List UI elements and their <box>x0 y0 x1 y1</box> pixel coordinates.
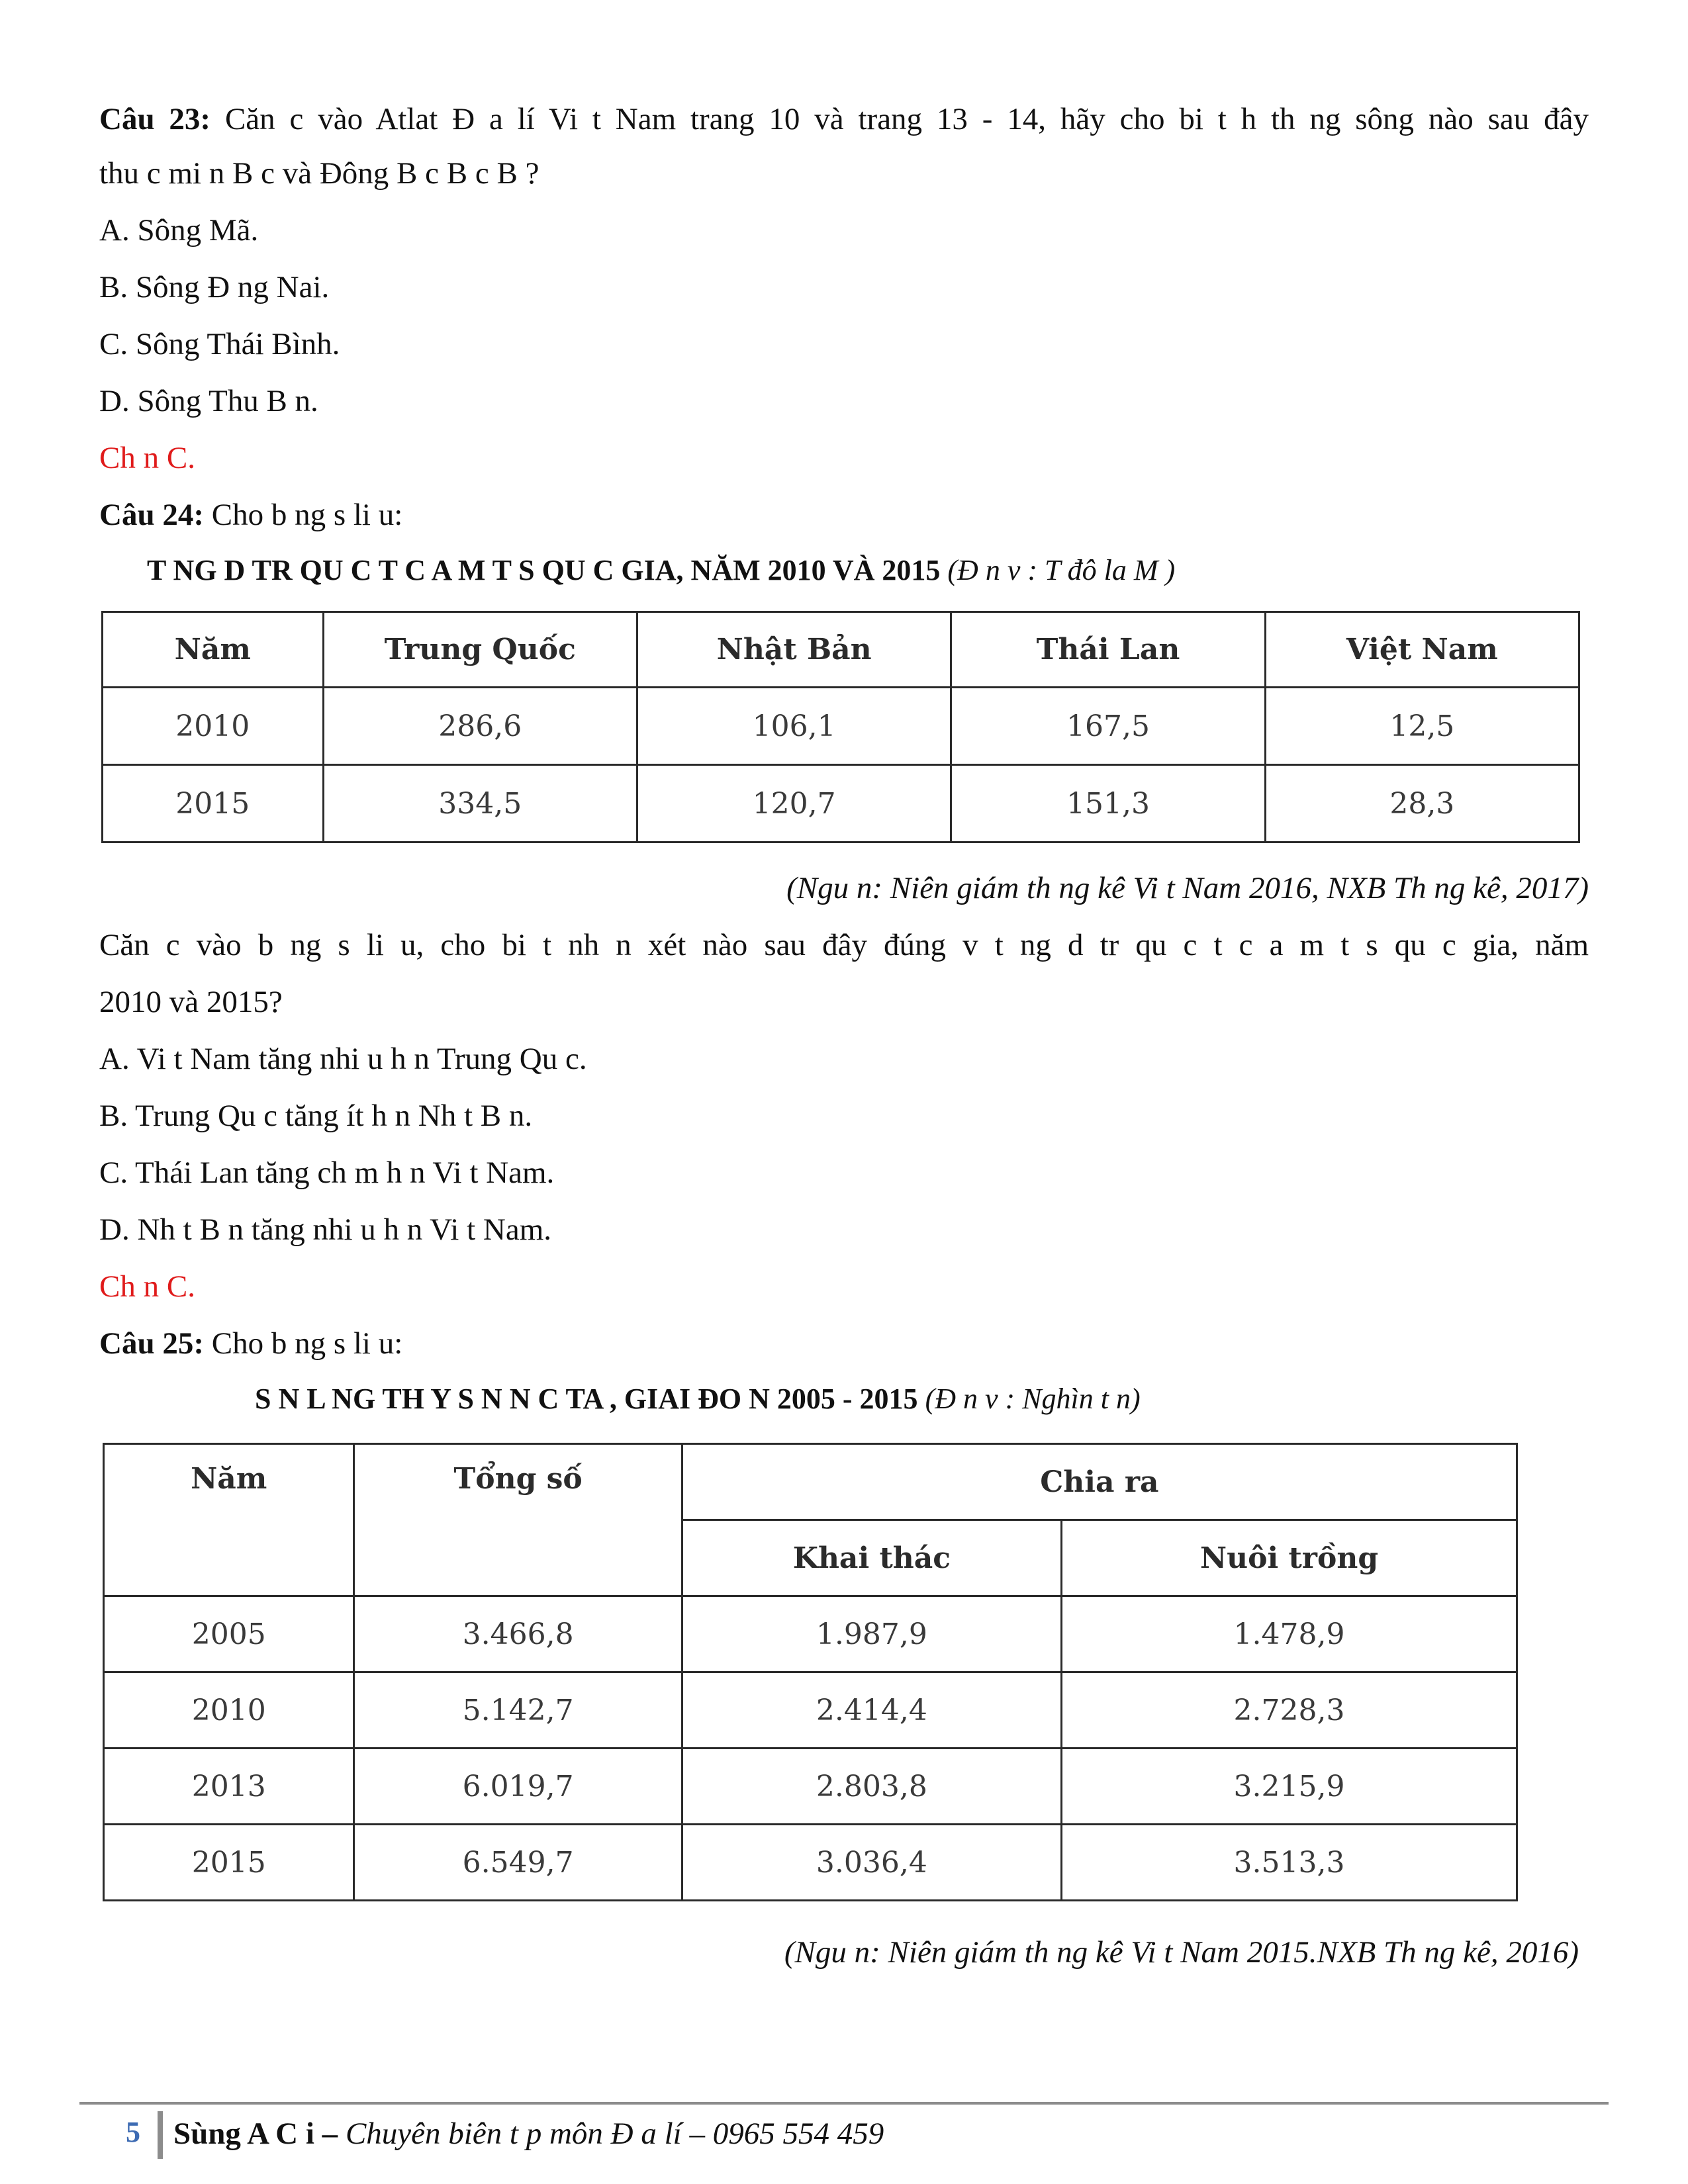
q24-option-a: A. Vi t Nam tăng nhi u h n Trung Qu c. <box>99 1042 587 1076</box>
table-row <box>104 1749 1517 1825</box>
q24-option-c: C. Thái Lan tăng ch m h n Vi t Nam. <box>99 1156 555 1190</box>
footer-separator <box>158 2111 163 2159</box>
footer-subtitle: Chuyên biên t p môn Đ a lí – 0965 554 459 <box>345 2116 884 2151</box>
table-cell: 2005 <box>104 1596 354 1672</box>
table-cell: 3.513,3 <box>1062 1825 1517 1901</box>
q23-option-a: A. Sông Mã. <box>99 213 259 248</box>
q24-label: Câu 24: <box>99 498 204 532</box>
table-cell: 106,1 <box>637 688 951 765</box>
table-cell: 3.215,9 <box>1062 1749 1517 1825</box>
q23-text-1: Căn c vào Atlat Đ a lí Vi t Nam trang 10 và trang 13 - 14, hãy cho bi t h th ng sông nào sau đây <box>224 102 1589 136</box>
q23-option-d: D. Sông Thu B n. <box>99 384 318 418</box>
q24-table-title <box>147 551 1175 590</box>
q23-answer: Ch n C. <box>99 441 195 475</box>
q24-header-china: Trung Quốc <box>323 612 637 688</box>
table-cell: 2010 <box>103 688 324 765</box>
q24-header-year: Năm <box>103 612 324 688</box>
table-cell: 3.466,8 <box>354 1596 682 1672</box>
q25-header-year: Năm <box>104 1444 354 1596</box>
q25-table <box>103 1443 1518 1901</box>
q24-intro: Cho b ng s li u: <box>211 498 403 532</box>
footer-author: Sùng A C i – <box>173 2116 338 2151</box>
q24-option-d: D. Nh t B n tăng nhi u h n Vi t Nam. <box>99 1212 552 1247</box>
q25-header-split: Chia ra <box>682 1444 1517 1520</box>
table-cell: 6.549,7 <box>354 1825 682 1901</box>
q24-question-1: Căn c vào b ng s li u, cho bi t nh n xét nào sau đây đúng v t ng d tr qu c t c a m t s qu c gia, năm <box>99 928 1589 962</box>
q24-question-2: 2010 và 2015? <box>99 985 283 1019</box>
table-cell: 286,6 <box>323 688 637 765</box>
q24-header-japan: Nhật Bản <box>637 612 951 688</box>
q24-header-row <box>103 612 1579 688</box>
q25-label: Câu 25: <box>99 1326 204 1361</box>
q25-header-exploitation: Khai thác <box>682 1520 1061 1596</box>
q23-option-b: B. Sông Đ ng Nai. <box>99 270 330 304</box>
table-cell: 12,5 <box>1265 688 1579 765</box>
q25-source: (Ngu n: Niên giám th ng kê Vi t Nam 2015.NXB Th ng kê, 2016) <box>784 1935 1579 1970</box>
table-cell: 2015 <box>104 1825 354 1901</box>
footer-divider <box>79 2102 1609 2105</box>
table-cell: 6.019,7 <box>354 1749 682 1825</box>
q25-intro: Cho b ng s li u: <box>211 1326 403 1361</box>
table-row <box>103 688 1579 765</box>
table-cell: 1.987,9 <box>682 1596 1061 1672</box>
q25-intro-line <box>99 1324 1589 1363</box>
table-cell: 2015 <box>103 765 324 842</box>
table-cell: 2.803,8 <box>682 1749 1061 1825</box>
table-row <box>103 765 1579 842</box>
table-cell: 151,3 <box>951 765 1265 842</box>
table-cell: 2013 <box>104 1749 354 1825</box>
q24-intro-line <box>99 495 1589 535</box>
q25-title-text: S N L NG TH Y S N N C TA , GIAI ĐO N 2005 - 2015 <box>255 1383 918 1415</box>
q25-table-title <box>255 1379 1141 1419</box>
q25-header-total: Tổng số <box>354 1444 682 1596</box>
page-number: 5 <box>126 2116 140 2148</box>
q24-header-thailand: Thái Lan <box>951 612 1265 688</box>
q25-header-aquaculture: Nuôi trồng <box>1062 1520 1517 1596</box>
table-cell: 28,3 <box>1265 765 1579 842</box>
table-cell: 120,7 <box>637 765 951 842</box>
q23-line1 <box>99 99 1589 139</box>
table-row <box>104 1672 1517 1749</box>
table-cell: 334,5 <box>323 765 637 842</box>
table-cell: 1.478,9 <box>1062 1596 1517 1672</box>
q24-title-text: T NG D TR QU C T C A M T S QU C GIA, NĂM 2010 VÀ 2015 <box>147 554 941 586</box>
q24-table <box>101 611 1580 843</box>
q23-line2: thu c mi n B c và Đông B c B c B ? <box>99 156 539 191</box>
footer-caption <box>173 2114 884 2154</box>
q23-option-c: C. Sông Thái Bình. <box>99 327 340 361</box>
table-cell: 2.414,4 <box>682 1672 1061 1749</box>
table-cell: 2010 <box>104 1672 354 1749</box>
table-cell: 2.728,3 <box>1062 1672 1517 1749</box>
q25-header-row-1 <box>104 1444 1517 1520</box>
q24-source: (Ngu n: Niên giám th ng kê Vi t Nam 2016, NXB Th ng kê, 2017) <box>786 871 1589 905</box>
table-row <box>104 1825 1517 1901</box>
q23-label: Câu 23: <box>99 102 211 136</box>
q24-option-b: B. Trung Qu c tăng ít h n Nh t B n. <box>99 1099 533 1133</box>
table-cell: 167,5 <box>951 688 1265 765</box>
q25-title-unit: (Đ n v : Nghìn t n) <box>925 1383 1141 1415</box>
table-cell: 3.036,4 <box>682 1825 1061 1901</box>
q24-title-unit: (Đ n v : T đô la M ) <box>947 554 1176 586</box>
q24-header-vietnam: Việt Nam <box>1265 612 1579 688</box>
q24-answer: Ch n C. <box>99 1269 195 1304</box>
table-cell: 5.142,7 <box>354 1672 682 1749</box>
table-row <box>104 1596 1517 1672</box>
